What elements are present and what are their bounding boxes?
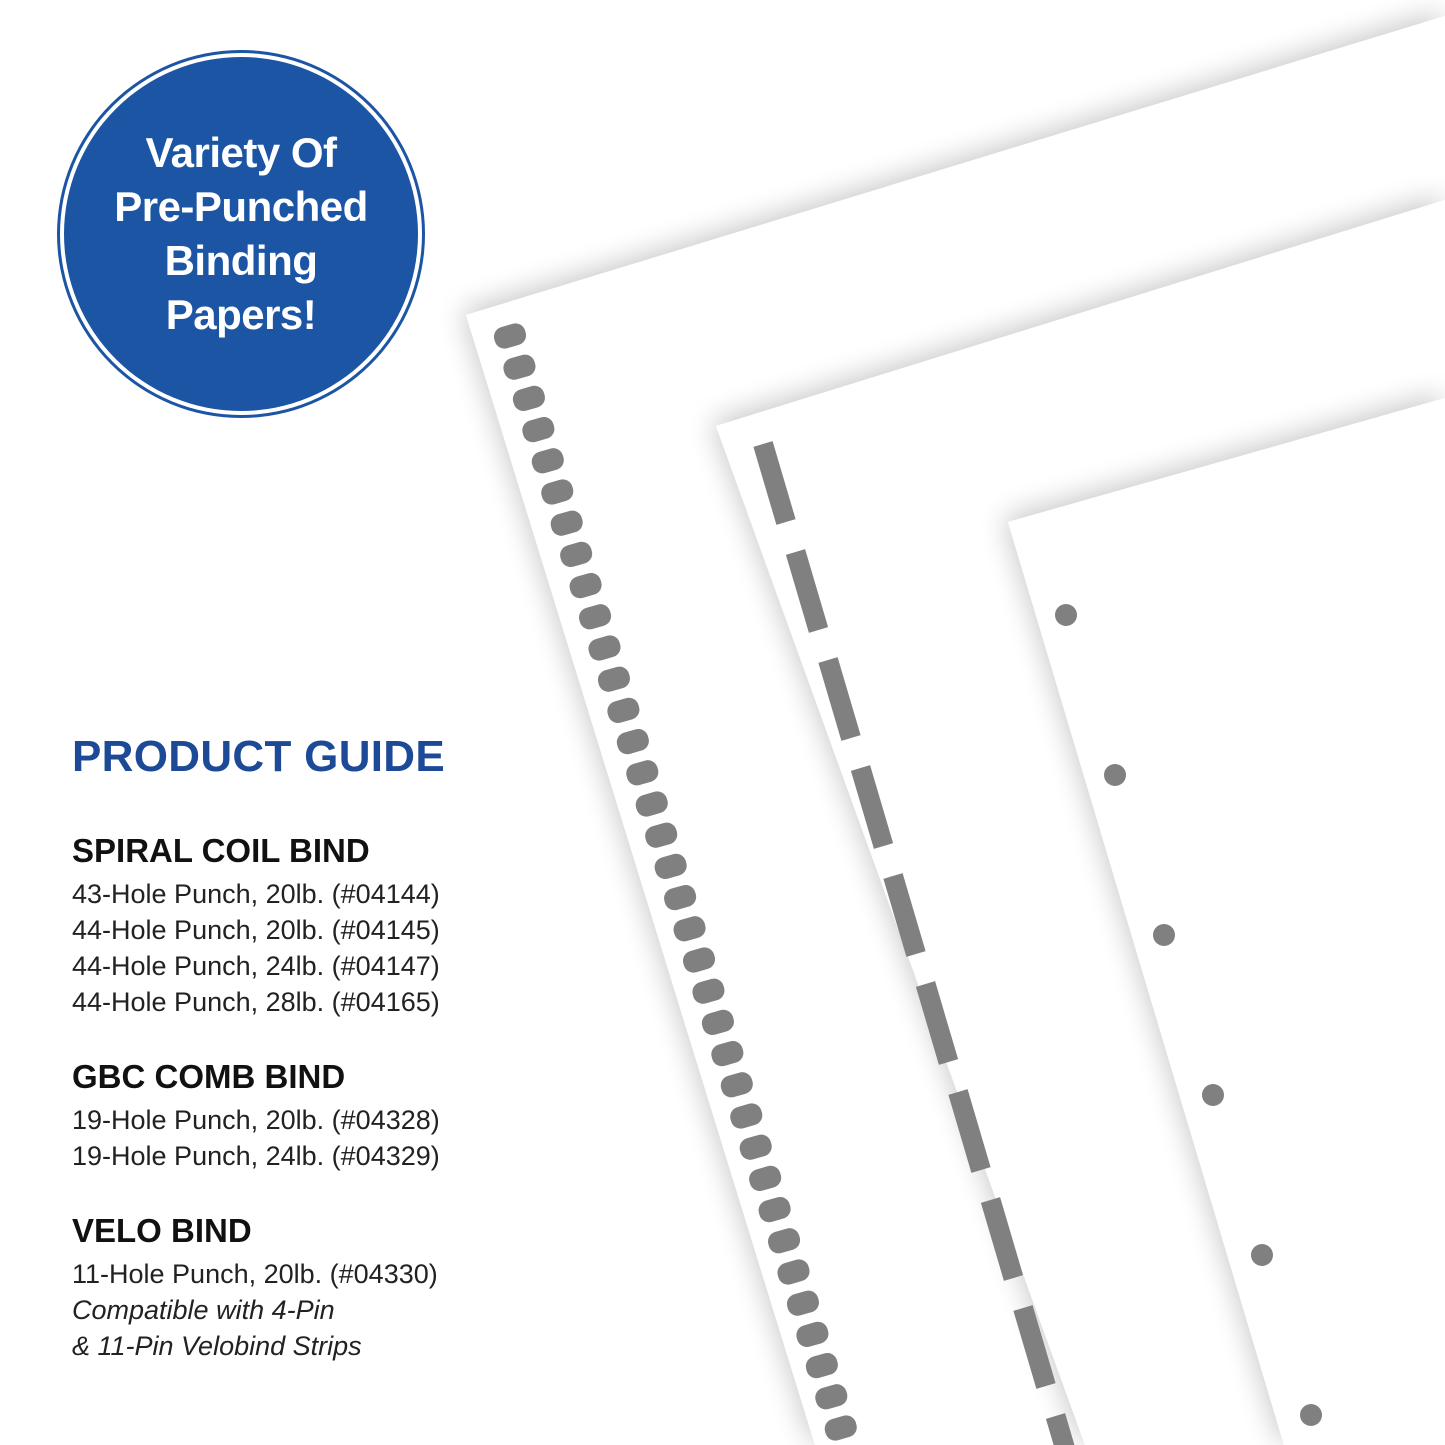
comb-bind-section	[72, 1058, 502, 1174]
spiral-coil-section	[72, 832, 502, 1020]
velo-hole	[1055, 604, 1077, 626]
section-title: SPIRAL COIL BIND	[72, 832, 370, 869]
product-line: 19-Hole Punch, 24lb. (#04329)	[72, 1141, 440, 1171]
product-guide-title: PRODUCT GUIDE	[72, 732, 446, 781]
product-line: 44-Hole Punch, 24lb. (#04147)	[72, 951, 440, 981]
product-line: 43-Hole Punch, 20lb. (#04144)	[72, 879, 440, 909]
compatibility-note: & 11-Pin Velobind Strips	[72, 1331, 362, 1361]
product-guide	[72, 732, 502, 1402]
product-line: 44-Hole Punch, 28lb. (#04165)	[72, 987, 440, 1017]
promo-badge	[64, 57, 418, 411]
badge-text: Variety Of Pre-Punched Binding Papers!	[114, 129, 368, 338]
velo-hole	[1202, 1084, 1224, 1106]
velo-hole	[1104, 764, 1126, 786]
section-title: GBC COMB BIND	[72, 1058, 346, 1095]
velo-bind-section	[72, 1212, 502, 1364]
product-line: 19-Hole Punch, 20lb. (#04328)	[72, 1105, 440, 1135]
compatibility-note: Compatible with 4-Pin	[72, 1295, 335, 1325]
section-title: VELO BIND	[72, 1212, 252, 1249]
velo-hole	[1251, 1244, 1273, 1266]
product-line: 44-Hole Punch, 20lb. (#04145)	[72, 915, 440, 945]
product-line: 11-Hole Punch, 20lb. (#04330)	[72, 1259, 438, 1289]
velo-hole	[1300, 1404, 1322, 1426]
velo-hole	[1153, 924, 1175, 946]
